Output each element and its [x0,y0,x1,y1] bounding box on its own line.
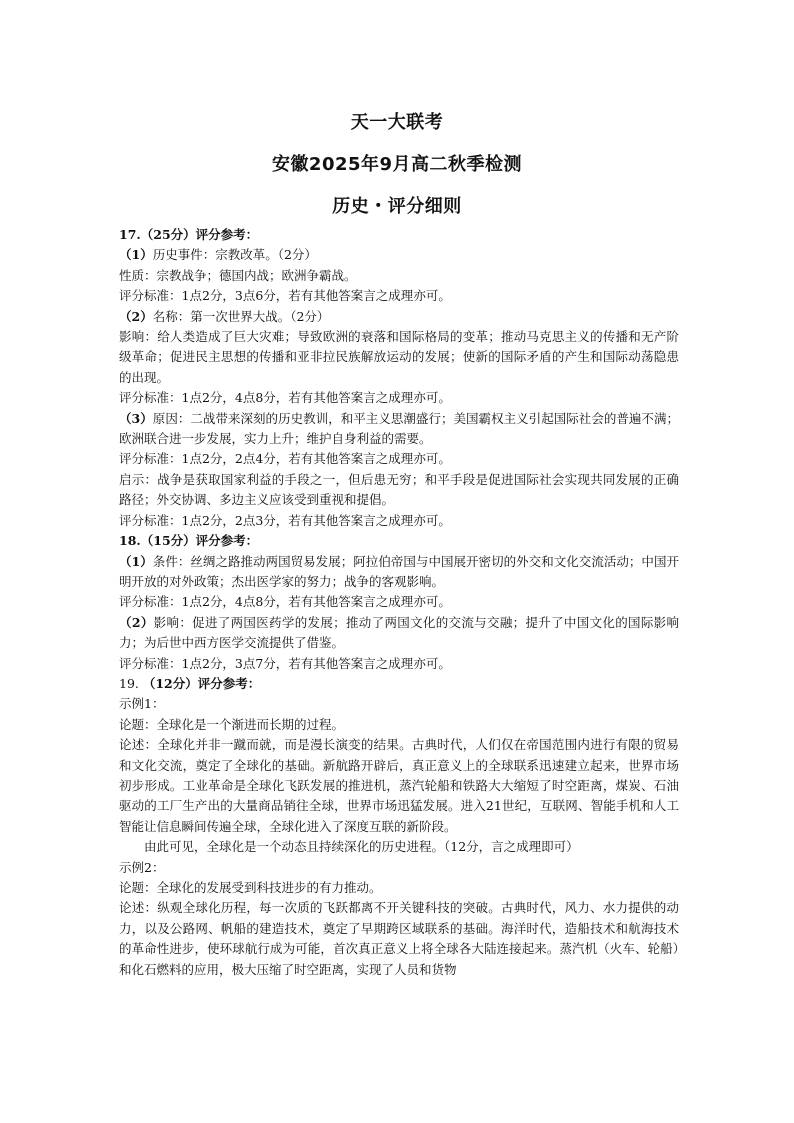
q17-part2 [119,307,679,327]
q17-part1 [119,245,679,265]
q19-example1-label: 示例1： [119,696,165,712]
q18-heading: 18.（15分）评分参考： [119,533,259,549]
q18-part1-label: （1） [119,553,153,569]
q19-example1-argument: 论述：全球化并非一蹴而就，而是漫长演变的结果。古典时代，人们仅在帝国范围内进行有限的贸易和文化交流，奠定了全球化的基础。新航路开辟后，真正意义上的全球联系迅速建立起来，世界市场初步形成。工业革命是全球化飞跃发展的推进机，蒸汽轮船和铁路大大缩短了时空距离，煤炭、石油驱动的工厂生产出的大量商品销往全球，世界市场迅猛发展。进入21世纪，互联网、智能手机和人工智能让信息瞬间传遍全球，全球化进入了深度互联的新阶段。 [119,737,679,834]
q17-part2-impact: 影响：给人类造成了巨大灾难；导致欧洲的衰落和国际格局的变革；推动马克思主义的传播和无产阶级革命；促进民主思想的传播和亚非拉民族解放运动的发展；使新的国际矛盾的产生和国际动荡隐患的出现。 [119,329,679,385]
q19-heading [119,674,679,694]
q17-part3-standard-2: 评分标准：1点2分，2点3分，若有其他答案言之成理亦可。 [119,512,451,528]
exam-name-title: 安徽2025年9月高二秋季检测 [271,154,523,175]
subject-title: 历史・评分细则 [332,196,462,217]
q19-example1-conclusion: 由此可见，全球化是一个动态且持续深化的历史进程。（12分，言之成理即可） [144,839,579,855]
q17-part3-text: 原因：二战带来深刻的历史教训，和平主义思潮盛行；美国霸权主义引起国际社会的普遍不满；欧洲联合进一步发展，实力上升；维护自身利益的需要。 [119,410,679,447]
q18-part2 [119,613,679,654]
q19-example1-thesis: 论题：全球化是一个渐进而长期的过程。 [119,716,345,732]
q17-part3-insight: 启示：战争是获取国家利益的手段之一，但后患无穷；和平手段是促进国际社会实现共同发展的正确路径；外交协调、多边主义应该受到重视和提倡。 [119,471,679,508]
q17-part3 [119,409,679,450]
q17-part1-nature: 性质：宗教战争；德国内战；欧洲争霸战。 [119,267,357,283]
q19-example2-label: 示例2： [119,859,165,875]
q19-example2-argument: 论述：纵观全球化历程，每一次质的飞跃都离不开关键科技的突破。古典时代，风力、水力提供的动力，以及公路网、帆船的建造技术，奠定了早期跨区域联系的基础。海洋时代，造船技术和航海技术的革命性进步，使环球航行成为可能，首次真正意义上将全球各大陆连接起来。蒸汽机（火车、轮船）和化石燃料的应用，极大压缩了时空距离，实现了人员和货物 [119,900,679,977]
q18-part1-standard: 评分标准：1点2分，4点8分，若有其他答案言之成理亦可。 [119,594,451,610]
exam-organizer-title: 天一大联考 [350,112,444,133]
q17-part2-text: 名称：第一次世界大战。（2分） [152,308,330,324]
q18-part2-text: 影响：促进了两国医药学的发展；推动了两国文化的交流与交融；提升了中国文化的国际影响力；为后世中西方医学交流提供了借鉴。 [119,614,679,651]
q17-part1-text: 历史事件：宗教改革。（2分） [152,247,317,263]
q18-part2-label: （2） [119,614,154,630]
q19-example2-thesis: 论题：全球化的发展受到科技进步的有力推动。 [119,880,382,895]
q17-part2-standard: 评分标准：1点2分，4点8分，若有其他答案言之成理亦可。 [119,390,451,406]
q19-heading-text: （12分）评分参考： [142,675,261,691]
q17-part2-label: （2） [119,308,153,324]
q17-heading: 17.（25分）评分参考： [119,227,259,242]
q17-part3-standard: 评分标准：1点2分，2点4分，若有其他答案言之成理亦可。 [119,451,451,467]
q17-part3-label: （3） [119,410,153,426]
q17-part1-label: （1） [119,247,153,263]
q18-part1-text: 条件：丝绸之路推动两国贸易发展；阿拉伯帝国与中国展开密切的外交和文化交流活动；中国开明开放的对外政策；杰出医学家的努力；战争的客观影响。 [119,553,679,589]
grading-content [119,225,679,980]
q17-part1-standard: 评分标准：1点2分，3点6分，若有其他答案言之成理亦可。 [119,288,451,304]
q19-number: 19. [119,675,143,691]
q18-part2-standard: 评分标准：1点2分，3点7分，若有其他答案言之成理亦可。 [119,655,451,671]
q18-part1 [119,552,679,593]
